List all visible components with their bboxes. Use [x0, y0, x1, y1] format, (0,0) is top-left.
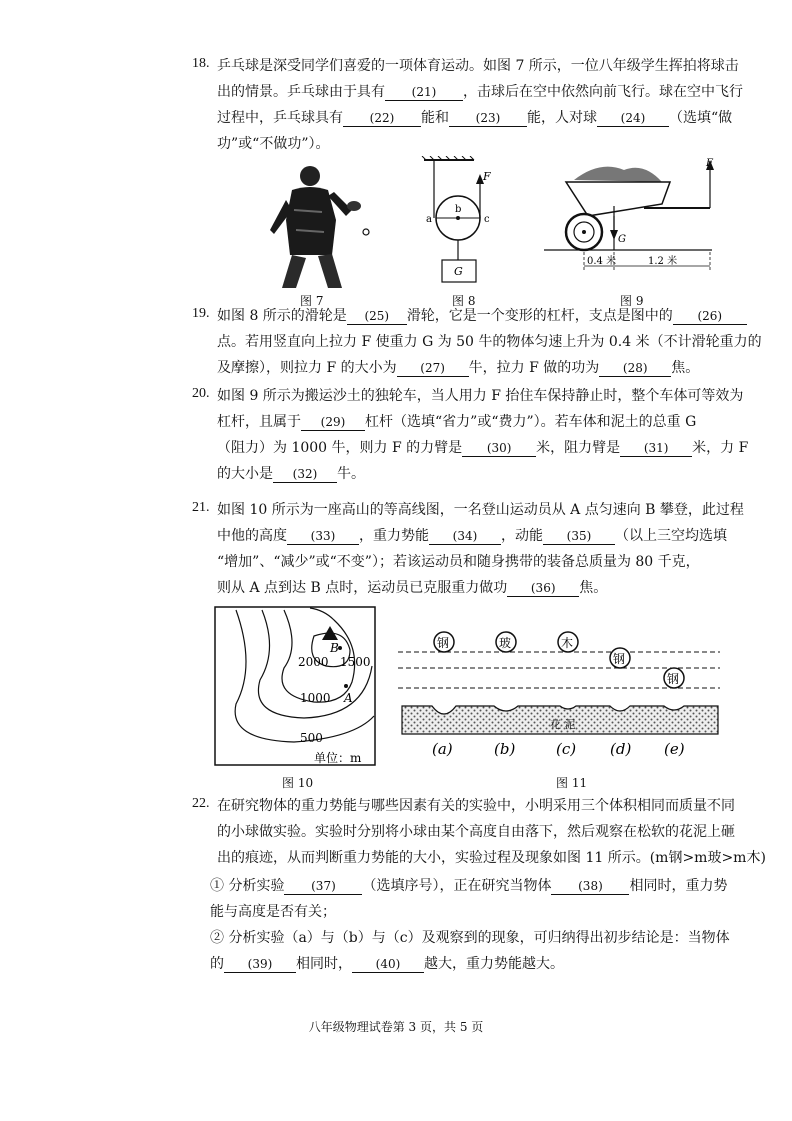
- q18-line3: [217, 108, 732, 128]
- f11-ball-e-label: 钢: [667, 672, 680, 686]
- q19-text: 焦。: [671, 360, 700, 376]
- f10-contour-500: 500: [300, 731, 323, 745]
- q21-line3: [217, 552, 700, 572]
- q20-text: 米，力 F: [692, 440, 749, 456]
- q21-text: （以上三空均选填: [615, 528, 727, 544]
- answer-blank-28[interactable]: (28): [599, 360, 671, 377]
- f9-label-G: G: [618, 234, 626, 245]
- q18-line1: [217, 56, 739, 76]
- answer-blank-33[interactable]: (33): [287, 528, 359, 545]
- answer-blank-31[interactable]: (31): [620, 440, 692, 457]
- q21-text: 焦。: [579, 580, 608, 596]
- q20-line1: [217, 386, 743, 406]
- f11-ball-c-label: 木: [561, 636, 574, 650]
- q22-line4: [210, 876, 727, 896]
- f8-label-b: b: [455, 204, 462, 215]
- q18-text: 乒乓球是深受同学们喜爱的一项体育运动。如图 7 所示，一位八年级学生挥拍将球击: [217, 58, 739, 74]
- f8-label-a: a: [426, 214, 432, 225]
- question-19-number: 19.: [192, 306, 210, 321]
- f11-label-a: (a): [432, 740, 453, 758]
- q20-text: 如图 9 所示为搬运沙土的独轮车，当人用力 F 抬住车保持静止时，整个车体可等效为: [217, 388, 744, 404]
- f11-label-e: (e): [664, 740, 685, 758]
- q18-text: ，击球后在空中依然向前飞行。球在空中飞行: [463, 84, 743, 100]
- f11-ball-b-label: 玻: [499, 636, 512, 650]
- q18-text: 出的情景。乒乓球由于具有: [217, 84, 385, 100]
- f10-unit: 单位：m: [314, 751, 362, 765]
- q20-line2: [217, 412, 696, 432]
- answer-blank-32[interactable]: (32): [273, 466, 337, 483]
- figure-9-caption: 图 9: [620, 294, 644, 308]
- q22-text: 越大，重力势能越大。: [424, 956, 564, 972]
- answer-blank-21[interactable]: (21): [385, 84, 463, 101]
- q21-text: ，重力势能: [359, 528, 429, 544]
- q18-text: 功”或“不做功”）。: [217, 136, 330, 152]
- q20-text: 的大小是: [217, 466, 273, 482]
- f8-label-F: F: [483, 170, 491, 183]
- q22-line1: [217, 796, 735, 816]
- q21-line2: [217, 526, 727, 546]
- q22-line3: [217, 848, 766, 868]
- figure-10-caption: 图 10: [282, 776, 314, 790]
- answer-blank-27[interactable]: (27): [397, 360, 469, 377]
- q19-text: 点。若用竖直向上拉力 F 使重力 G 为 50 牛的物体匀速上升为 0.4 米（不计滑轮重力的: [217, 334, 762, 350]
- q20-text: 米，阻力臂是: [536, 440, 621, 456]
- f8-label-G: G: [454, 265, 463, 278]
- answer-blank-38[interactable]: (38): [551, 878, 629, 895]
- f9-dist-2: 1.2 米: [648, 256, 678, 267]
- q22-text: 能与高度是否有关；: [210, 904, 336, 920]
- q18-text: （选填“做: [669, 110, 733, 126]
- q22-text: ① 分析实验: [210, 878, 285, 894]
- f11-label-b: (b): [494, 740, 516, 758]
- q20-text: 杠杆（选填“省力”或“费力”）。若车体和泥土的总重 G: [365, 414, 697, 430]
- f11-ball-d-label: 钢: [613, 652, 626, 666]
- q22-text: ② 分析实验（a）与（b）与（c）及观察到的现象，可归纳得出初步结论是：当物体: [210, 930, 730, 946]
- q20-line4: [217, 464, 365, 484]
- q18-text: 能和: [421, 110, 449, 126]
- q22-line7: [210, 954, 564, 974]
- q19-line1: [217, 306, 747, 326]
- answer-blank-30[interactable]: (30): [462, 440, 536, 457]
- q22-text: 的: [210, 956, 224, 972]
- question-22-number: 22.: [192, 796, 210, 811]
- answer-blank-26[interactable]: (26): [673, 308, 747, 325]
- answer-blank-22[interactable]: (22): [343, 110, 421, 127]
- answer-blank-24[interactable]: (24): [597, 110, 669, 127]
- f9-dist-1: 0.4 米: [587, 256, 617, 267]
- q22-text: 在研究物体的重力势能与哪些因素有关的实验中，小明采用三个体积相同而质量不同: [217, 798, 735, 814]
- q22-text: 相同时，重力势: [629, 878, 728, 894]
- q21-text: 如图 10 所示为一座高山的等高线图，一名登山运动员从 A 点匀速向 B 攀登，此过程: [217, 502, 744, 518]
- q22-line6: [210, 928, 730, 948]
- figure-10-contour-map: [214, 606, 376, 766]
- q22-line5: [210, 902, 336, 922]
- page-footer: 八年级物理试卷第 3 页，共 5 页: [308, 1020, 484, 1034]
- q18-text: 过程中，乒乓球具有: [217, 110, 343, 126]
- q22-line2: [217, 822, 735, 842]
- q20-text: 牛。: [337, 466, 365, 482]
- f11-label-c: (c): [556, 740, 577, 758]
- question-21-number: 21.: [192, 500, 210, 515]
- figure-7-table-tennis-player: [262, 160, 372, 290]
- q19-line3: [217, 358, 699, 378]
- q21-text: 中他的高度: [217, 528, 287, 544]
- q19-text: 牛，拉力 F 做的功为: [468, 360, 600, 376]
- q20-text: 杠杆，且属于: [217, 414, 301, 430]
- q21-line4: [217, 578, 607, 598]
- answer-blank-23[interactable]: (23): [449, 110, 527, 127]
- f8-label-c: c: [484, 214, 490, 225]
- q19-text: 及摩擦），则拉力 F 的大小为: [217, 360, 397, 376]
- q19-text: 滑轮，它是一个变形的杠杆，支点是图中的: [406, 308, 673, 324]
- answer-blank-35[interactable]: (35): [543, 528, 615, 545]
- f10-label-A: A: [344, 691, 353, 705]
- q22-text: 的小球做实验。实验时分别将小球由某个高度自由落下，然后观察在松软的花泥上砸: [217, 824, 735, 840]
- q21-text: 则从 A 点到达 B 点时，运动员已克服重力做功: [217, 580, 508, 596]
- q22-text: 出的痕迹，从而判断重力势能的大小，实验过程及现象如图 11 所示。(m钢>m玻>m木): [217, 850, 766, 866]
- q21-text: ，动能: [501, 528, 543, 544]
- q20-text: （阻力）为 1000 牛，则力 F 的力臂是: [217, 440, 463, 456]
- q22-text: 相同时，: [296, 956, 352, 972]
- question-20-number: 20.: [192, 386, 210, 401]
- answer-blank-37[interactable]: (37): [284, 878, 362, 895]
- answer-blank-29[interactable]: (29): [301, 414, 365, 431]
- f11-mud-label: 花 泥: [550, 718, 576, 731]
- answer-blank-25[interactable]: (25): [347, 308, 407, 325]
- answer-blank-34[interactable]: (34): [429, 528, 501, 545]
- f10-contour-1000: 1000: [300, 691, 331, 705]
- q18-line2: [217, 82, 743, 102]
- figure-11-ball-drop-experiment: [398, 622, 724, 762]
- q20-line3: [217, 438, 748, 458]
- q18-line4: [217, 134, 329, 154]
- q18-text: 能，人对球: [527, 110, 597, 126]
- f9-label-F: F: [706, 158, 713, 169]
- f11-ball-a-label: 钢: [437, 636, 450, 650]
- answer-blank-36[interactable]: (36): [507, 580, 579, 597]
- question-18-number: 18.: [192, 56, 210, 71]
- figure-8-caption: 图 8: [452, 294, 476, 308]
- figure-7-caption: 图 7: [300, 294, 324, 308]
- figure-9-wheelbarrow: [544, 156, 724, 282]
- answer-blank-39[interactable]: (39): [224, 956, 296, 973]
- f10-label-B: B: [330, 641, 339, 655]
- q21-line1: [217, 500, 744, 520]
- q19-text: 如图 8 所示的滑轮是: [217, 308, 347, 324]
- figure-8-pulley: [418, 156, 498, 286]
- q19-line2: [217, 332, 762, 352]
- q21-text: “增加”、“减少”或“不变”）；若该运动员和随身携带的装备总质量为 80 千克，: [217, 554, 700, 570]
- f10-contour-2000: 2000: [298, 655, 329, 669]
- f10-contour-1500: 1500: [340, 655, 371, 669]
- q22-text: （选填序号），正在研究当物体: [362, 878, 552, 894]
- f11-label-d: (d): [610, 740, 632, 758]
- answer-blank-40[interactable]: (40): [352, 956, 424, 973]
- figure-11-caption: 图 11: [556, 776, 588, 790]
